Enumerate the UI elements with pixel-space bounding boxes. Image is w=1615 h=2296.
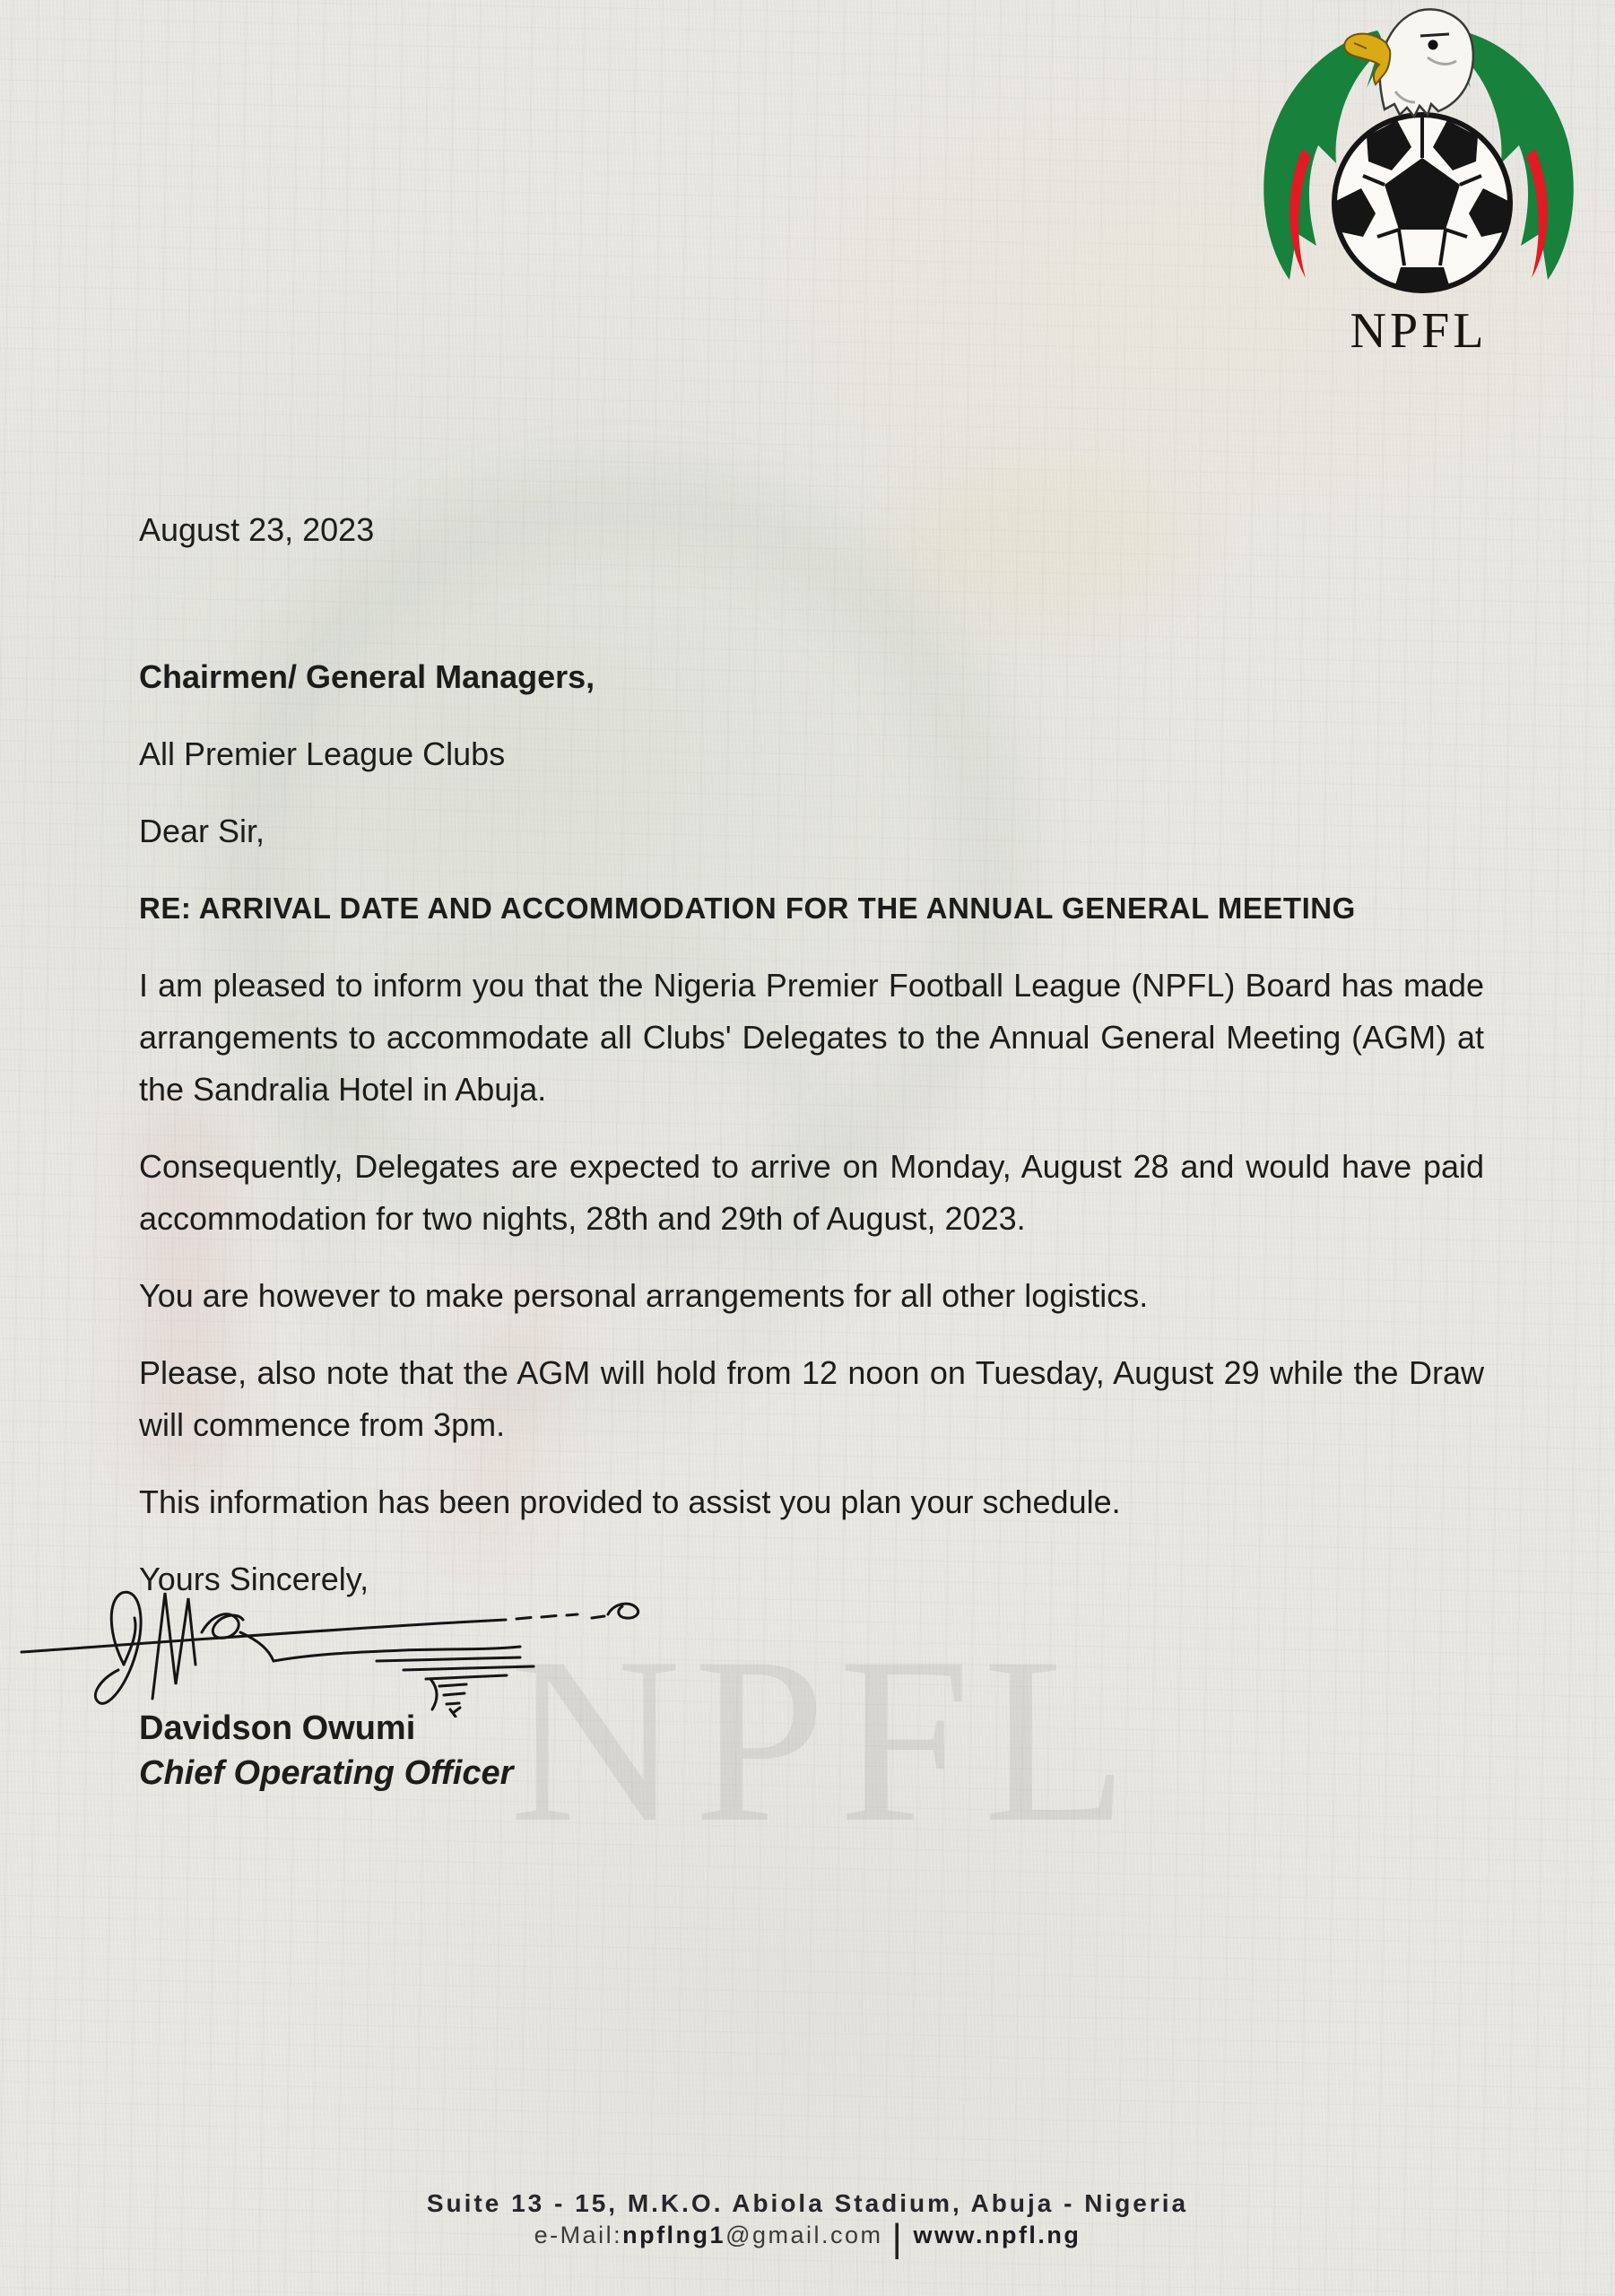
body-paragraph-3: You are however to make personal arrangements for all other logistics. (139, 1277, 1149, 1314)
signatory-title: Chief Operating Officer (139, 1754, 514, 1792)
body-paragraph-2: Consequently, Delegates are expected to arrive on Monday, August 28 and would have paid accommodation for two nights, 28th and 29th of August, 2023. (139, 1148, 1484, 1237)
recipient-title: Chairmen/ General Managers, (139, 658, 595, 695)
signature-block (139, 1605, 1484, 1706)
footer-address: Suite 13 - 15, M.K.O. Abiola Stadium, Abuja - Nigeria (426, 2189, 1189, 2217)
footer-contact (0, 2216, 1615, 2260)
salutation: Dear Sir, (139, 813, 265, 849)
footer-website: www.npfl.ng (913, 2222, 1081, 2248)
body-paragraph-4: Please, also note that the AGM will hold from 12 noon on Tuesday, August 29 while the Draw will commence from 3pm. (139, 1354, 1484, 1443)
footer-email-domain: @gmail.com (725, 2222, 883, 2248)
letter-date: August 23, 2023 (139, 511, 375, 548)
footer-email-label: e-Mail: (534, 2222, 623, 2248)
footer (0, 2188, 1615, 2260)
subject-line: RE: ARRIVAL DATE AND ACCOMMODATION FOR THE ANNUAL GENERAL MEETING (139, 891, 1356, 925)
closing: Yours Sincerely, (139, 1561, 369, 1597)
signatory-name: Davidson Owumi (139, 1709, 416, 1747)
footer-email-user: npflng1 (622, 2222, 726, 2248)
recipient-org: All Premier League Clubs (139, 735, 506, 772)
footer-separator: | (891, 2216, 905, 2260)
body-paragraph-5: This information has been provided to assist you plan your schedule. (139, 1483, 1121, 1520)
body-paragraph-1: I am pleased to inform you that the Nigeria Premier Football League (NPFL) Board has made arrangements to accommodate all Clubs' Delegates to the Annual General Meeting (AGM) at the Sandralia Hotel in Abuja. (139, 967, 1484, 1108)
npfl-logo-text: NPFL (1350, 303, 1488, 359)
npfl-watermark-text: NPFL (509, 1609, 1142, 1872)
